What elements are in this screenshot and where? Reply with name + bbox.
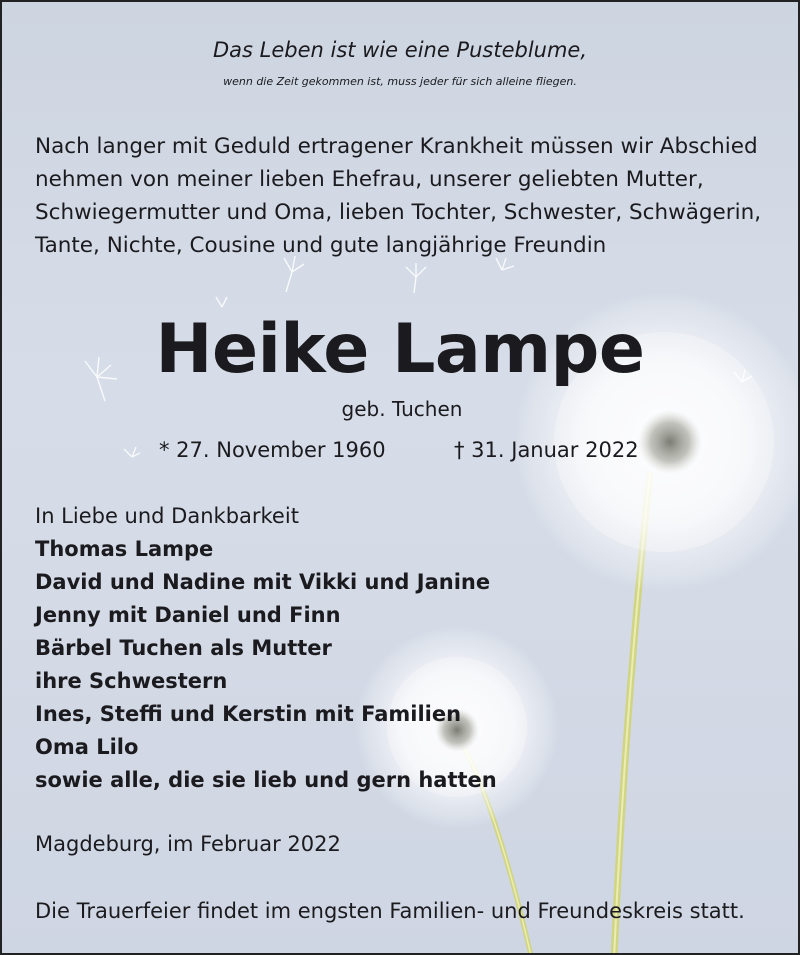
mourners-intro: In Liebe und Dankbarkeit (35, 504, 299, 528)
mourner-name: sowie alle, die sie lieb und gern hatten (35, 768, 497, 792)
intro-line-2: nehmen von meiner lieben Ehefrau, unserer geliebten Mutter, (35, 167, 704, 192)
death-date: † 31. Januar 2022 (454, 438, 639, 462)
mourner-name: Jenny mit Daniel und Finn (35, 603, 341, 627)
mourner-name: Oma Lilo (35, 735, 139, 759)
motto-line-2: wenn die Zeit gekommen ist, muss jeder für sich alleine fliegen. (223, 75, 577, 88)
intro-line-4: Tante, Nichte, Cousine und gute langjährige Freundin (35, 233, 607, 258)
motto-quote (2, 34, 798, 98)
deceased-name: Heike Lampe (155, 310, 645, 389)
intro-line-3: Schwiegermutter und Oma, lieben Tochter, Schwester, Schwägerin, (35, 200, 762, 225)
notice-content (2, 2, 798, 953)
mourner-name: Ines, Steffi und Kerstin mit Familien (35, 702, 462, 726)
intro-paragraph (35, 130, 770, 262)
mourner-name: ihre Schwestern (35, 669, 228, 693)
mourners-list (35, 500, 497, 797)
funeral-note: Die Trauerfeier findet im engsten Familien- und Freundeskreis statt. (35, 899, 745, 923)
birth-name: geb. Tuchen (341, 397, 463, 421)
motto-line-1: Das Leben ist wie eine Pusteblume, (212, 38, 588, 62)
mourner-name: Bärbel Tuchen als Mutter (35, 636, 332, 660)
mourner-name: David und Nadine mit Vikki und Janine (35, 570, 491, 594)
intro-line-1: Nach langer mit Geduld ertragener Krankheit müssen wir Abschied (35, 134, 758, 159)
mourner-name: Thomas Lampe (35, 537, 214, 561)
place-and-date: Magdeburg, im Februar 2022 (35, 832, 341, 856)
birth-date: * 27. November 1960 (159, 438, 386, 462)
